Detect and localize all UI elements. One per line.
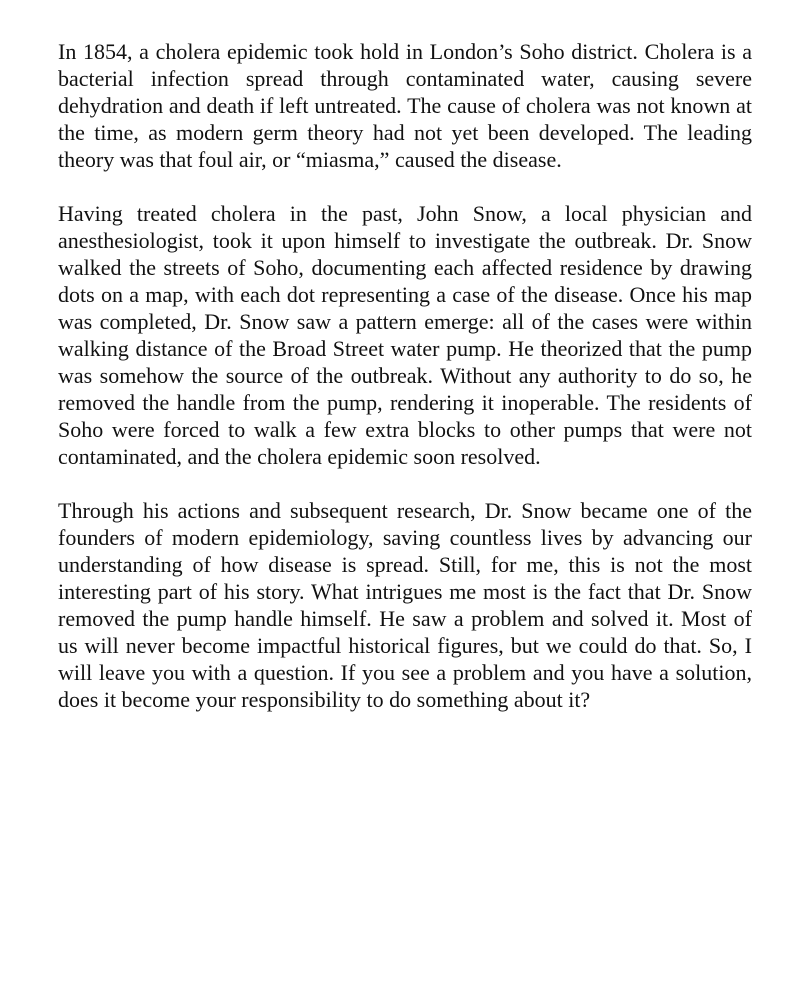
paragraph-reflection: Through his actions and subsequent research, Dr. Snow became one of the founders of modern epidemiology, saving countless lives by advancing our understanding of how disease is spread. Still, for me, this is not the most interesting part of his story. What intrigues me most is the fact that Dr. Snow removed the pump handle himself. He saw a problem and solved it. Most of us will never become impactful historical figures, but we could do that. So, I will leave you with a question. If you see a problem and you have a solution, does it become your responsibility to do something about it? bbox=[58, 498, 752, 712]
paragraph-cholera-epidemic: In 1854, a cholera epidemic took hold in London’s Soho district. Cholera is a bacterial infection spread through contaminated water, causing severe dehydration and death if left untreated. The cause of cholera was not known at the time, as modern germ theory had not yet been developed. The leading theory was that foul air, or “miasma,” caused the disease. bbox=[58, 39, 752, 172]
paragraph-john-snow-investigation: Having treated cholera in the past, John Snow, a local physician and anesthesiologist, took it upon himself to investigate the outbreak. Dr. Snow walked the streets of Soho, documenting each affected residence by drawing dots on a map, with each dot representing a case of the disease. Once his map was completed, Dr. Snow saw a pattern emerge: all of the cases were within walking distance of the Broad Street water pump. He theorized that the pump was somehow the source of the outbreak. Without any authority to do so, he removed the handle from the pump, rendering it inoperable. The residents of Soho were forced to walk a few extra blocks to other pumps that were not contaminated, and the cholera epidemic soon resolved. bbox=[58, 201, 752, 469]
document-page bbox=[58, 38, 752, 713]
